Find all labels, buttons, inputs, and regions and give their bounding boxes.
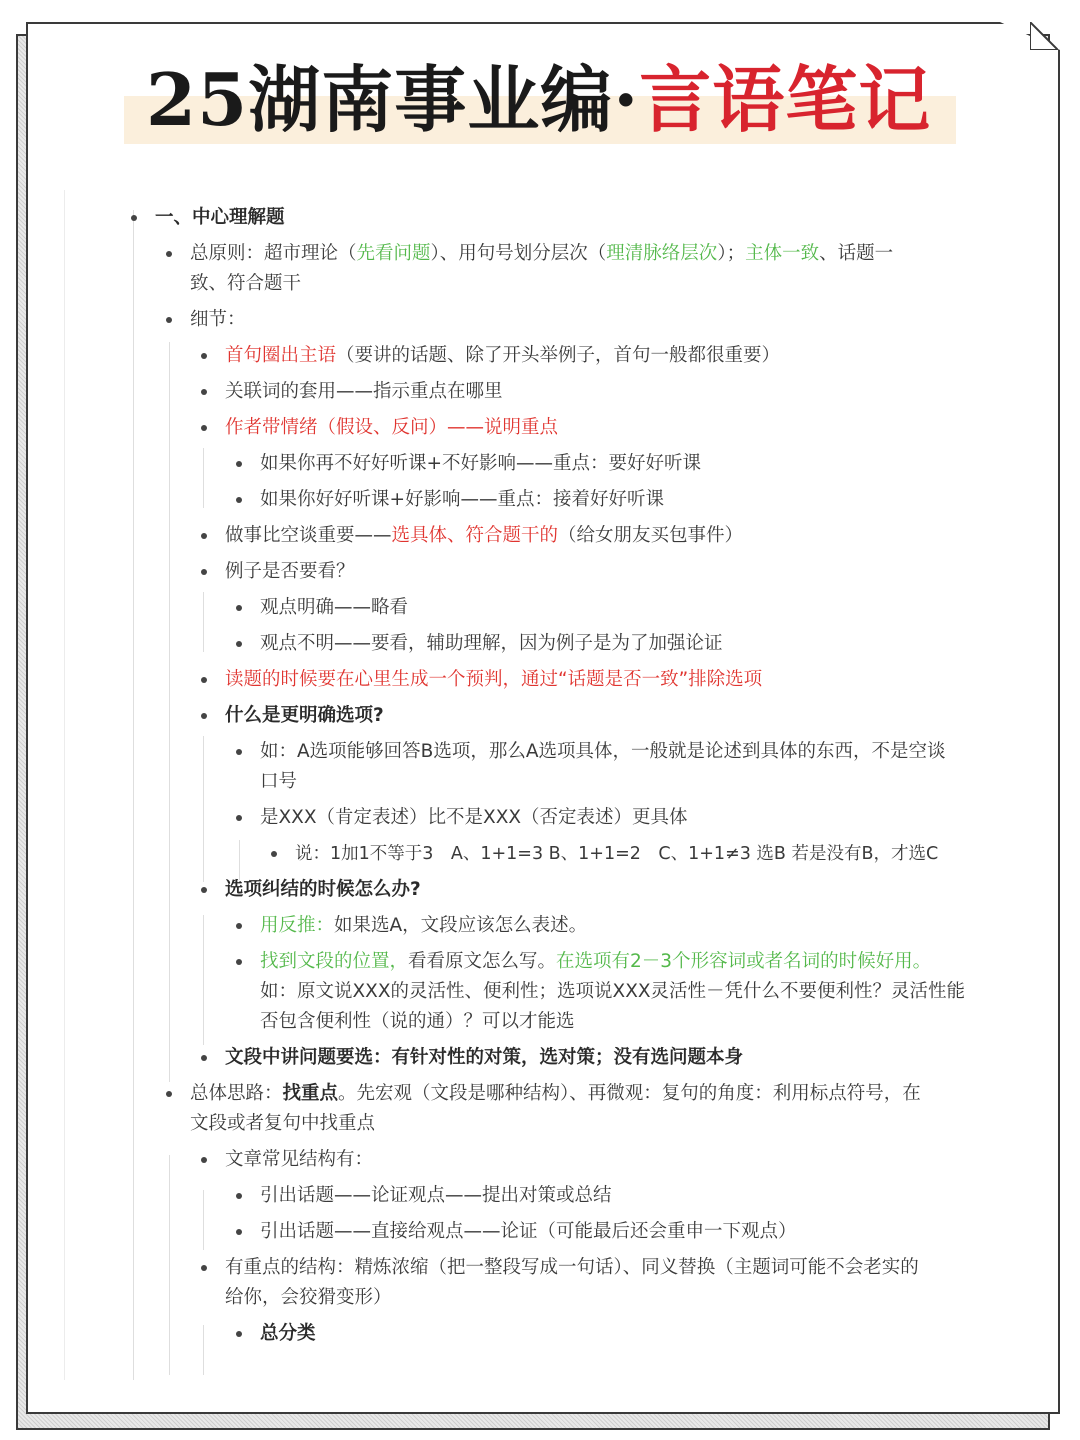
bullet: [201, 353, 207, 359]
list-item: [225, 521, 743, 551]
guide-line: [203, 1190, 204, 1250]
guide-line: [203, 915, 204, 1045]
bullet: [236, 749, 242, 755]
list-item: 是XXX（肯定表述）比不是XXX（否定表述）更具体: [260, 807, 688, 828]
text: 先看问题: [356, 243, 431, 264]
list-item: 文章常见结构有：: [225, 1149, 374, 1170]
list-item: 细节：: [190, 309, 246, 330]
list-item: 引出话题——论证观点——提出对策或总结: [260, 1185, 612, 1206]
text: 在选项有2－3个形容词或者名词的时候好用。: [556, 951, 932, 972]
list-item: [260, 911, 587, 941]
list-item: 说：1加1不等于3 A、1+1=3 B、1+1=2 C、1+1≠3 选B 若是没有B，才选C: [295, 844, 939, 864]
bullet: [236, 605, 242, 611]
guide-line: [203, 448, 204, 508]
bullet: [166, 1091, 172, 1097]
bullet: [201, 569, 207, 575]
bullet: [201, 713, 207, 719]
list-item: 文段中讲问题要选：有针对性的对策，选对策；没有选问题本身: [225, 1047, 744, 1068]
guide-line: [169, 1155, 170, 1375]
bullet: [201, 533, 207, 539]
guide-line: [203, 592, 204, 652]
list-item: 读题的时候要在心里生成一个预判，通过“话题是否一致”排除选项: [225, 669, 763, 690]
list-item: 引出话题——直接给观点——论证（可能最后还会重申一下观点）: [260, 1221, 797, 1242]
bullet: [201, 389, 207, 395]
text: 选具体、符合题干的: [391, 525, 559, 546]
list-item: 观点不明——要看，辅助理解，因为例子是为了加强论证: [260, 633, 723, 654]
list-item: [190, 239, 893, 269]
list-item: 选项纠结的时候怎么办?: [225, 879, 421, 900]
text: 找重点: [282, 1083, 339, 1104]
bullet: [201, 1157, 207, 1163]
list-item: 作者带情绪（假设、反问）——说明重点: [225, 417, 559, 438]
bullet: [201, 677, 207, 683]
bullet: [271, 851, 277, 857]
guide-line: [169, 342, 170, 1082]
guide-line: [133, 210, 134, 1380]
text: （要讲的话题、除了开头举例子，首句一般都很重要）: [336, 345, 781, 366]
text: 理清脉络层次: [606, 243, 718, 264]
bullet: [236, 1229, 242, 1235]
guide-line: [239, 840, 240, 880]
bullet: [236, 641, 242, 647]
text: 做事比空谈重要——: [225, 525, 392, 546]
list-item: 观点明确——略看: [260, 597, 409, 618]
bullet: [236, 497, 242, 503]
bullet: [236, 1193, 242, 1199]
bullet: [201, 1055, 207, 1061]
list-item: 如果你再不好好听课+不好影响——重点：要好好听课: [260, 453, 702, 474]
section-heading: 一、中心理解题: [155, 207, 285, 228]
list-item: [225, 341, 780, 371]
list-item: 什么是更明确选项?: [225, 705, 384, 726]
guide-line: [203, 736, 204, 882]
bullet: [201, 887, 207, 893]
list-item-cont: 文段或者复句中找重点: [190, 1113, 376, 1134]
bullet: [166, 317, 172, 323]
list-item: [190, 1079, 921, 1109]
list-item: [260, 947, 931, 977]
text: （给女朋友买包事件）: [558, 525, 744, 546]
page-fold-corner: [1030, 22, 1058, 50]
list-item: 如：A选项能够回答B选项，那么A选项具体，一般就是论述到具体的东西，不是空谈: [260, 741, 946, 762]
list-item-cont: 致、符合题干: [190, 273, 302, 294]
title-part-1: 25湖南事业编·: [146, 57, 640, 142]
bullet: [236, 461, 242, 467]
list-item: 关联词的套用——指示重点在哪里: [225, 381, 503, 402]
title-part-2: 言语笔记: [639, 57, 932, 142]
list-item: 例子是否要看？: [225, 561, 355, 582]
bullet: [131, 215, 137, 221]
bullet: [201, 425, 207, 431]
guide-line: [203, 1325, 204, 1375]
text: ）；: [717, 243, 746, 264]
text: 总原则：超市理论（: [190, 243, 357, 264]
list-item-cont: 口号: [260, 771, 298, 792]
list-item: 有重点的结构：精炼浓缩（把一整段写成一句话）、同义替换（主题词可能不会老实的: [225, 1257, 919, 1278]
text: 主体一致: [745, 243, 820, 264]
text: 如果选A，文段应该怎么表述。: [334, 915, 588, 936]
list-item-cont: 给你，会狡猾变形）: [225, 1287, 392, 1308]
text: 总体思路：: [190, 1083, 283, 1104]
text: 用反推：: [260, 915, 335, 936]
text: 、话题一: [819, 243, 894, 264]
title-block: [124, 50, 956, 150]
bullet: [201, 1265, 207, 1271]
list-item-cont: 如：原文说XXX的灵活性、便利性；选项说XXX灵活性－凭什么不要便利性？灵活性能: [260, 981, 966, 1002]
bullet: [236, 923, 242, 929]
bullet: [166, 251, 172, 257]
text: 看看原文怎么写。: [408, 951, 557, 972]
bullet: [236, 815, 242, 821]
bullet: [236, 1331, 242, 1337]
list-item: 如果你好好听课+好影响——重点：接着好好听课: [260, 489, 665, 510]
text: 。先宏观（文段是哪种结构）、再微观：复句的角度：利用标点符号，在: [338, 1083, 921, 1104]
bullet: [236, 959, 242, 965]
page-title: [146, 50, 931, 150]
text: 找到文段的位置，: [260, 951, 409, 972]
text: 首句圈出主语: [225, 345, 337, 366]
text: ）、用句号划分层次（: [430, 243, 607, 264]
list-item: 总分类: [260, 1323, 316, 1344]
outline-content: [64, 190, 1015, 1380]
list-item-cont: 否包含便利性（说的通）？可以才能选: [260, 1011, 575, 1032]
